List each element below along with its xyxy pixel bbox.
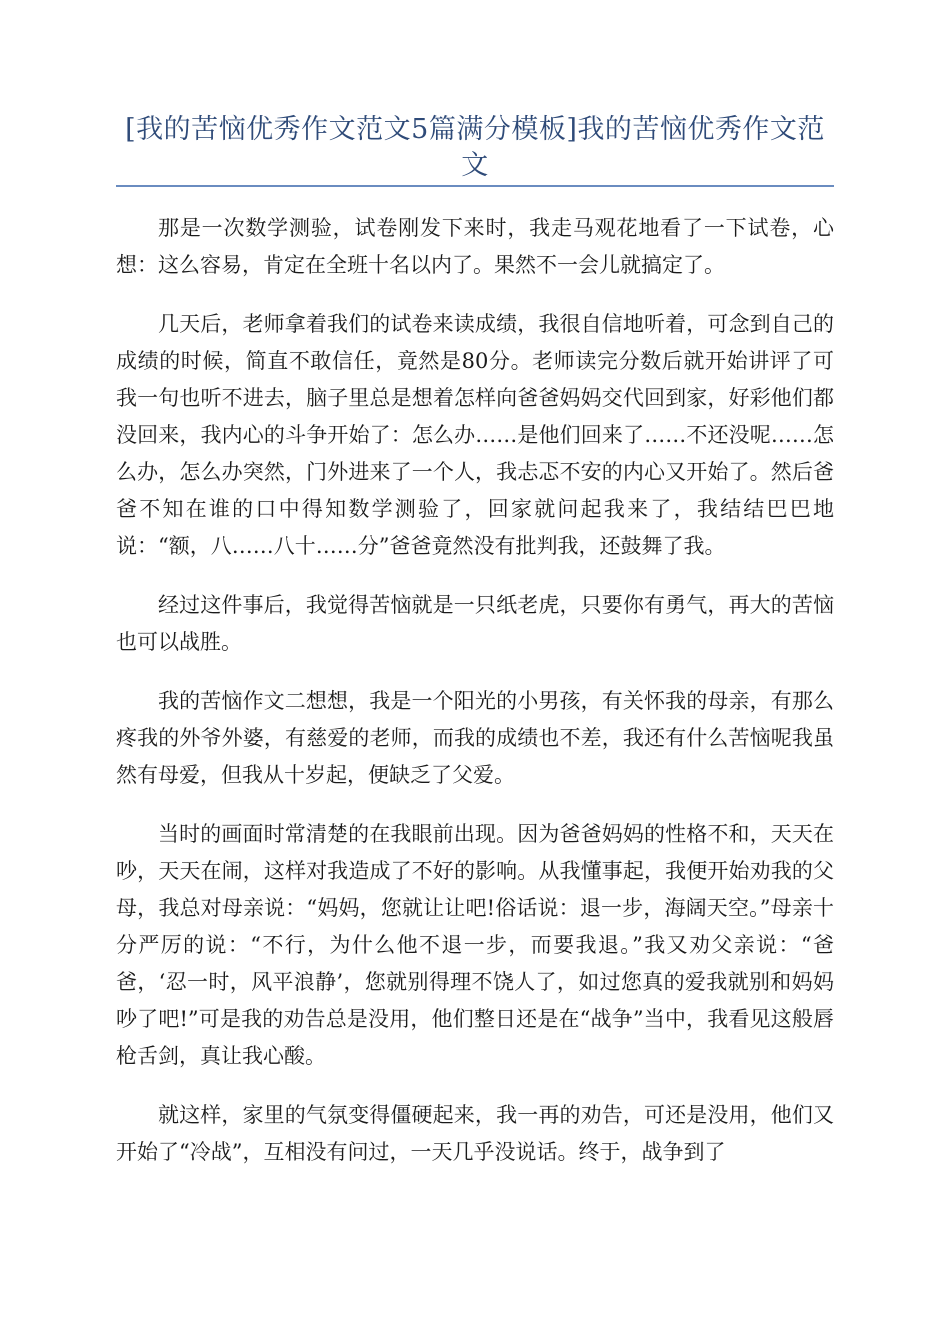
paragraph-2: 几天后，老师拿着我们的试卷来读成绩，我很自信地听着，可念到自己的成绩的时候，简直不敢信任，竟然是80分。老师读完分数后就开始讲评了可我一句也听不进去，脑子里总是想着怎样向爸爸妈妈交代回到家，好彩他们都没回来，我内心的斗争开始了：怎么办……是他们回来了……不还没呢……怎么办，怎么办突然，门外进来了一个人，我忐忑不安的内心又开始了。然后爸爸不知在谁的口中得知数学测验了，回家就问起我来了，我结结巴巴地说：“额，八……八十……分”爸爸竟然没有批判我，还鼓舞了我。 [116,312,834,558]
document-body [116,210,834,1193]
document-title: [我的苦恼优秀作文范文5篇满分模板]我的苦恼优秀作文范文 [125,114,825,181]
paragraph-5: 当时的画面时常清楚的在我眼前出现。因为爸爸妈妈的性格不和，天天在吵，天天在闹，这样对我造成了不好的影响。从我懂事起，我便开始劝我的父母，我总对母亲说：“妈妈，您就让让吧!俗话说：退一步，海阔天空。”母亲十分严厉的说：“不行，为什么他不退一步，而要我退。”我又劝父亲说：“爸爸，‘忍一时，风平浪静’，您就别得理不饶人了，如过您真的爱我就别和妈妈吵了吧!”可是我的劝告总是没用，他们整日还是在“战争”当中，我看见这般唇枪舌剑，真让我心酸。 [116,822,834,1068]
title-underline [116,185,834,187]
paragraph-4: 我的苦恼作文二想想，我是一个阳光的小男孩，有关怀我的母亲，有那么疼我的外爷外婆，有慈爱的老师，而我的成绩也不差，我还有什么苦恼呢我虽然有母爱，但我从十岁起，便缺乏了父爱。 [116,689,834,787]
paragraph-3: 经过这件事后，我觉得苦恼就是一只纸老虎，只要你有勇气，再大的苦恼也可以战胜。 [116,593,834,654]
paragraph-1: 那是一次数学测验，试卷刚发下来时，我走马观花地看了一下试卷，心想：这么容易，肯定在全班十名以内了。果然不一会儿就搞定了。 [116,216,834,277]
paragraph-6: 就这样，家里的气氛变得僵硬起来，我一再的劝告，可还是没用，他们又开始了“冷战”，互相没有问过，一天几乎没说话。终于，战争到了 [116,1103,834,1164]
